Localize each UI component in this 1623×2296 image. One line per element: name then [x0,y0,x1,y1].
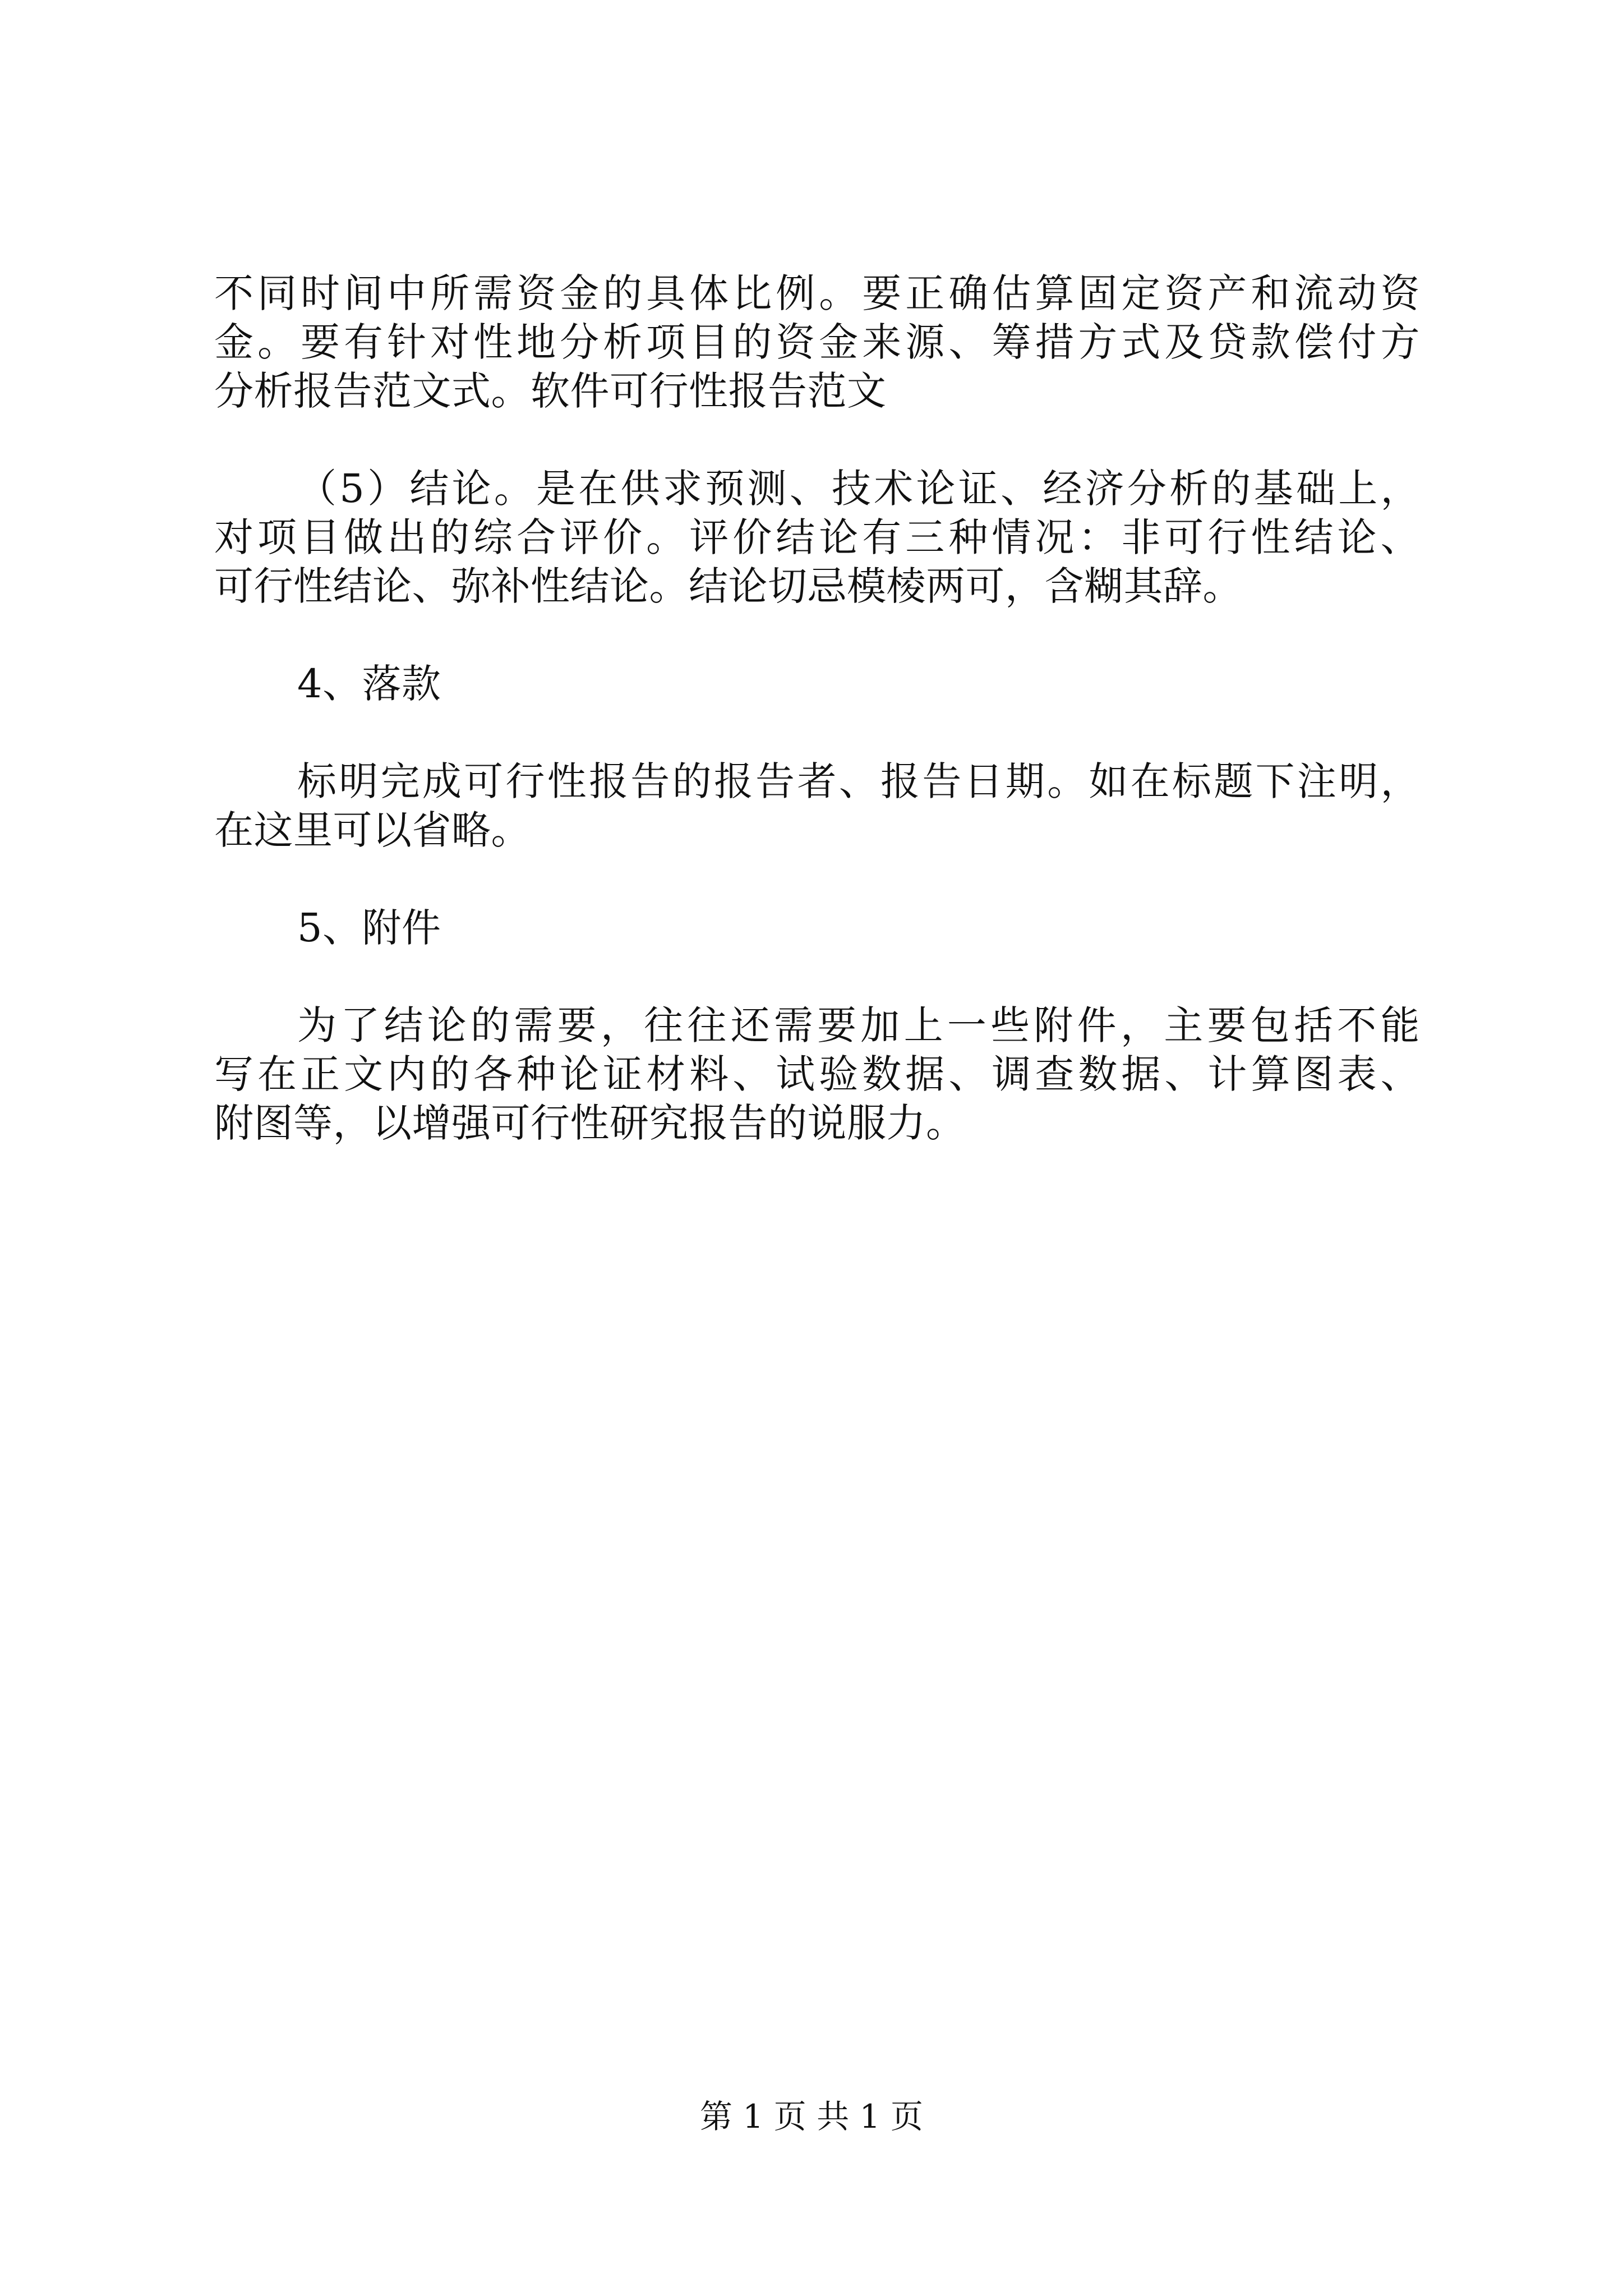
text-line: 在这里可以省略。 [214,807,531,853]
text-line: 可行性结论、弥补性结论。结论切忌模棱两可，含糊其辞。 [214,563,1242,609]
text-line: （5）结论。是在供求预测、技术论证、经济分析的基础上， [297,466,1420,512]
page-footer [0,2097,1623,2136]
section-heading: 5、附件 [297,905,441,951]
paragraph-conclusion [214,464,1420,611]
text-line: 为了结论的需要，往往还需要加上一些附件，主要包括不能 [297,1002,1420,1048]
paragraph-funding [214,269,1420,416]
text-line: 分析报告范文式。软件可行性报告范文 [214,368,887,414]
paragraph-signature [214,757,1420,855]
text-line: 附图等，以增强可行性研究报告的说服力。 [214,1100,966,1146]
heading-signature [214,660,1420,708]
paragraph-attachments [214,1001,1420,1148]
text-line: 对项目做出的综合评价。评价结论有三种情况：非可行性结论、 [214,514,1420,560]
section-heading: 4、落款 [297,661,441,707]
text-line: 金。要有针对性地分析项目的资金来源、筹措方式及贷款偿付方 [214,319,1420,365]
text-line: 标明完成可行性报告的报告者、报告日期。如在标题下注明， [297,758,1420,804]
document-body [214,269,1420,1197]
heading-attachments [214,904,1420,953]
text-line: 不同时间中所需资金的具体比例。要正确估算固定资产和流动资 [214,270,1420,316]
text-line: 写在正文内的各种论证材料、试验数据、调查数据、计算图表、 [214,1051,1420,1097]
page-number-label: 第 1 页 共 1 页 [700,2097,923,2136]
